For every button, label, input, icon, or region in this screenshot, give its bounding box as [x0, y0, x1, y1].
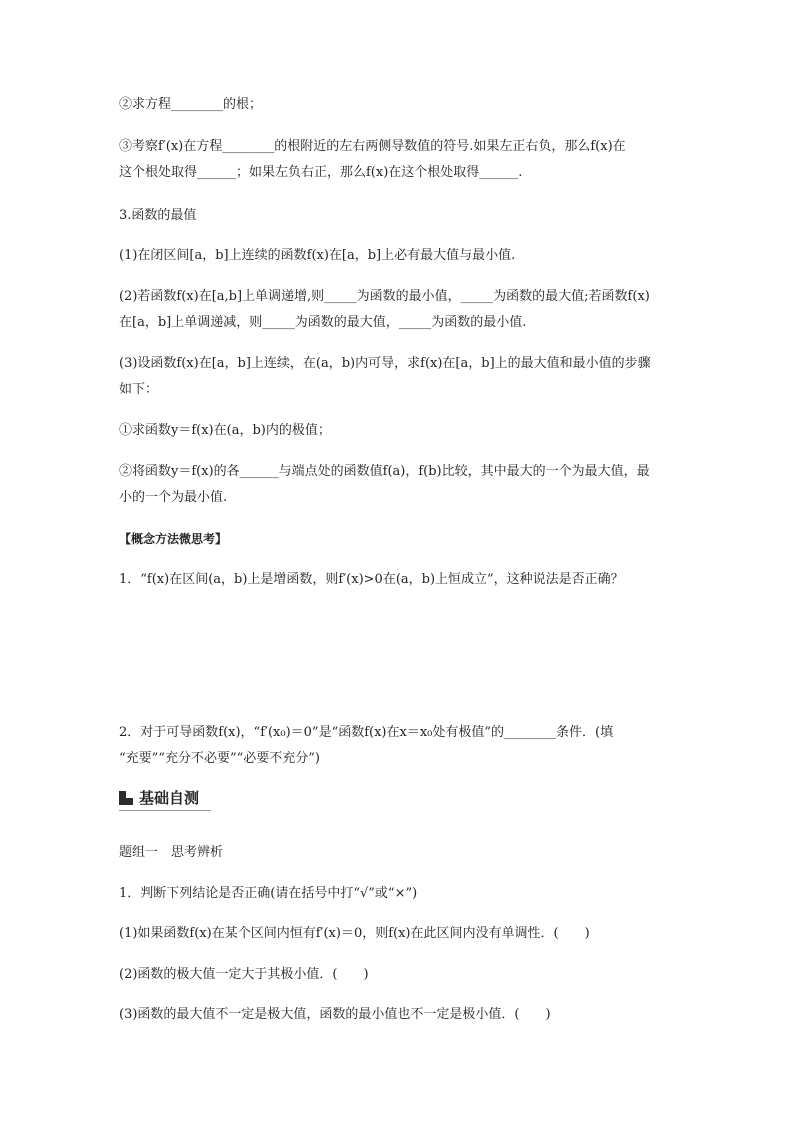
- section-header: [119, 788, 211, 811]
- item-3-line-cont: 如下：: [119, 382, 159, 397]
- step-2-line: ②求方程________的根；: [119, 97, 263, 112]
- concept-heading: 【概念方法微思考】: [119, 532, 228, 546]
- step-3-line: ③考察f′(x)在方程________的根附近的左右两侧导数值的符号.如果左正右负，那么f(x)在: [119, 139, 626, 154]
- section-square-icon: [119, 791, 133, 805]
- step-1-line: ①求函数y＝f(x)在(a，b)内的极值；: [119, 423, 331, 438]
- item-2-line: (2)若函数f(x)在[a,b]上单调递增,则_____为函数的最小值，_____为函数的最大值;若函数f(x): [119, 289, 650, 304]
- group-1-heading: 题组一 思考辨析: [119, 845, 224, 860]
- heading-function-extremes: 3.函数的最值: [119, 208, 197, 223]
- statement-1: (1)如果函数f(x)在某个区间内恒有f′(x)＝0，则f(x)在此区间内没有单调性．( ): [119, 926, 590, 941]
- exercise-1: 1．判断下列结论是否正确(请在括号中打“√”或“×”): [119, 886, 418, 901]
- question-1: 1．“f(x)在区间(a，b)上是增函数，则f′(x)>0在(a，b)上恒成立”，这种说法是否正确？: [119, 572, 624, 587]
- section-title: 基础自测: [139, 789, 200, 807]
- step-2b-line-cont: 小的一个为最小值.: [119, 490, 228, 505]
- question-2: 2．对于可导函数f(x)，“f′(x₀)＝0”是“函数f(x)在x＝x₀处有极值”的________条件．(填: [119, 725, 614, 740]
- statement-3: (3)函数的最大值不一定是极大值，函数的最小值也不一定是极小值．( ): [119, 1007, 551, 1022]
- item-3-line: (3)设函数f(x)在[a，b]上连续，在(a，b)内可导，求f(x)在[a，b]上的最大值和最小值的步骤: [119, 356, 651, 371]
- item-1-line: (1)在闭区间[a，b]上连续的函数f(x)在[a，b]上必有最大值与最小值.: [119, 248, 516, 263]
- step-2b-line: ②将函数y＝f(x)的各______与端点处的函数值f(a)，f(b)比较，其中最大的一个为最大值，最: [119, 464, 650, 479]
- step-3-line-cont: 这个根处取得______；如果左负右正，那么f(x)在这个根处取得______.: [119, 165, 523, 180]
- question-2-cont: “充要”“充分不必要”“必要不充分”): [119, 751, 320, 766]
- item-2-line-cont: 在[a，b]上单调递减，则_____为函数的最大值，_____为函数的最小值.: [119, 315, 527, 330]
- statement-2: (2)函数的极大值一定大于其极小值．( ): [119, 967, 369, 982]
